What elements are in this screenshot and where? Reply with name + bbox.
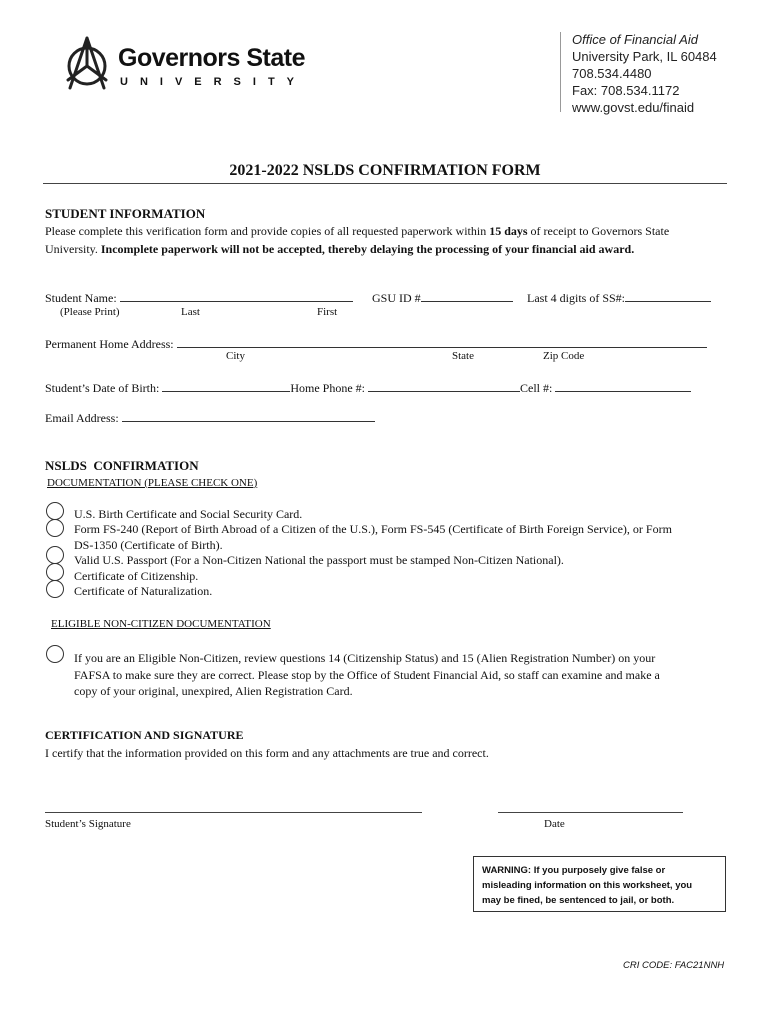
- address-row: [45, 336, 707, 352]
- last-caption: Last: [181, 306, 200, 318]
- intro-days: 15 days: [489, 224, 528, 238]
- date-line[interactable]: [498, 812, 683, 813]
- please-print: (Please Print): [60, 306, 120, 318]
- gsu-id-field[interactable]: [421, 290, 513, 302]
- warning-line-3: may be fined, be sentenced to jail, or both.: [482, 895, 675, 906]
- office-divider: [560, 32, 561, 112]
- option-naturalization-label: Certificate of Naturalization.: [74, 584, 213, 599]
- office-title: Office of Financial Aid: [572, 32, 698, 47]
- logo-university: UNIVERSITY: [120, 76, 307, 88]
- first-caption: First: [317, 306, 338, 318]
- option-naturalization-radio[interactable]: [46, 580, 64, 598]
- option-birth-cert-radio[interactable]: [46, 502, 64, 520]
- student-name-field[interactable]: [120, 290, 353, 302]
- eligible-line-2: FAFSA to make sure they are correct. Please stop by the Office of Student Financial Aid, so staff can examine and make a: [74, 667, 660, 682]
- date-label: Date: [544, 818, 565, 830]
- eligible-line-1: If you are an Eligible Non-Citizen, review questions 14 (Citizenship Status) and 15 (Alien Registration Number) on your: [74, 651, 656, 665]
- dob-label: Student’s Date of Birth:: [45, 381, 160, 395]
- option-birth-cert-label: U.S. Birth Certificate and Social Security Card.: [74, 507, 303, 521]
- option-citizenship-radio[interactable]: [46, 563, 64, 581]
- documentation-heading: DOCUMENTATION (PLEASE CHECK ONE): [47, 477, 258, 489]
- logo-name: Governors State: [118, 44, 306, 72]
- documentation-options: [74, 507, 672, 599]
- student-info-intro: [45, 222, 725, 258]
- option-passport-label: Valid U.S. Passport (For a Non-Citizen National the passport must be stamped Non-Citizen National).: [74, 553, 564, 568]
- dob-field[interactable]: [162, 380, 290, 392]
- email-row: [45, 410, 375, 426]
- gsu-id-row: [372, 290, 513, 306]
- eligible-noncitizen-text: [74, 650, 660, 700]
- state-caption: State: [452, 350, 474, 362]
- address-field[interactable]: [177, 336, 707, 348]
- student-name-row: [45, 290, 353, 306]
- intro-text-2: of receipt to Governors State University.: [45, 224, 670, 256]
- ssn-field[interactable]: [625, 290, 711, 302]
- office-info: [572, 31, 717, 116]
- cell-label: Cell #:: [520, 381, 553, 395]
- option-fs240-radio[interactable]: [46, 519, 64, 537]
- ssn-label: Last 4 digits of SS#:: [527, 291, 626, 305]
- office-website[interactable]: www.govst.edu/finaid: [572, 100, 695, 115]
- title-rule: [43, 183, 727, 184]
- signature-line[interactable]: [45, 812, 422, 813]
- email-field[interactable]: [122, 410, 375, 422]
- student-name-label: Student Name:: [45, 291, 117, 305]
- gsu-id-label: GSU ID #: [372, 291, 421, 305]
- office-phone: 708.534.4480: [572, 66, 652, 81]
- option-fs240-label-cont: DS-1350 (Certificate of Birth).: [74, 537, 223, 552]
- gsu-logo-icon: [62, 36, 112, 90]
- signature-label: Student’s Signature: [45, 818, 131, 830]
- dob-phone-row: [45, 380, 691, 396]
- zip-caption: Zip Code: [543, 350, 585, 362]
- option-passport-radio[interactable]: [46, 546, 64, 564]
- student-info-heading: STUDENT INFORMATION: [45, 206, 206, 221]
- home-phone-field[interactable]: [368, 380, 520, 392]
- office-fax: Fax: 708.534.1172: [572, 83, 680, 98]
- home-phone-label: Home Phone #:: [290, 381, 365, 395]
- warning-line-2: misleading information on this worksheet, you: [482, 880, 693, 891]
- form-title: 2021-2022 NSLDS CONFIRMATION FORM: [229, 162, 541, 179]
- option-eligible-noncitizen-radio[interactable]: [46, 645, 64, 663]
- cri-code: CRI CODE: FAC21NNH: [623, 960, 725, 971]
- city-caption: City: [226, 350, 245, 362]
- ssn-row: [527, 290, 711, 306]
- warning-line-1: WARNING: If you purposely give false or: [482, 865, 666, 876]
- intro-bold: Incomplete paperwork will not be accepted, thereby delaying the processing of your financial aid award.: [100, 242, 635, 256]
- certification-heading: CERTIFICATION AND SIGNATURE: [45, 728, 244, 742]
- address-label: Permanent Home Address:: [45, 337, 174, 351]
- eligible-noncitizen-heading: ELIGIBLE NON-CITIZEN DOCUMENTATION: [51, 618, 271, 630]
- option-fs240-label: Form FS-240 (Report of Birth Abroad of a Citizen of the U.S.), Form FS-545 (Certificate of Birth Foreign Service), or Form: [74, 522, 672, 537]
- nslds-heading: NSLDS CONFIRMATION: [45, 458, 199, 473]
- email-label: Email Address:: [45, 411, 119, 425]
- warning-box: [473, 856, 726, 912]
- office-address: University Park, IL 60484: [572, 49, 717, 64]
- option-citizenship-label: Certificate of Citizenship.: [74, 568, 199, 583]
- intro-text: Please complete this verification form and provide copies of all requested paperwork within: [45, 224, 490, 238]
- cell-field[interactable]: [555, 380, 691, 392]
- certification-text: I certify that the information provided on this form and any attachments are true and correct.: [45, 746, 489, 760]
- eligible-line-3: copy of your original, unexpired, Alien Registration Card.: [74, 684, 353, 698]
